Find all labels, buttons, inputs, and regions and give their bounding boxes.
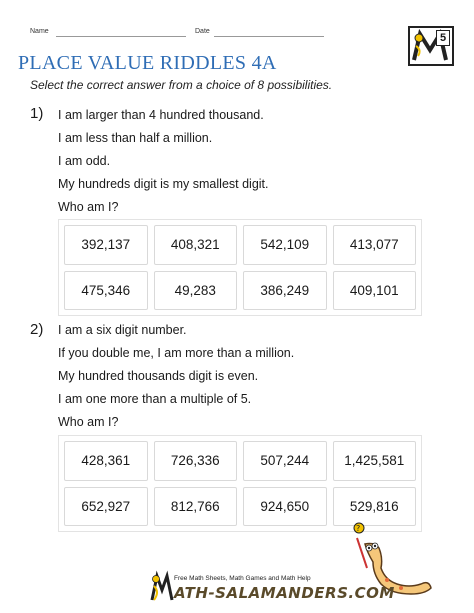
riddle-1-line-2: I am less than half a million.	[58, 131, 213, 145]
math-salamanders-logo	[408, 26, 454, 66]
riddle-1-choice-7[interactable]: 386,249	[243, 271, 327, 311]
riddle-2-choice-4[interactable]: 1,425,581	[333, 441, 417, 481]
riddle-2-line-3: My hundred thousands digit is even.	[58, 369, 259, 383]
riddle-1-line-3: I am odd.	[58, 154, 111, 168]
riddle-2-question: Who am I?	[58, 415, 119, 429]
riddle-1-choice-1[interactable]: 392,137	[64, 225, 148, 265]
riddle-2-choice-8[interactable]: 529,816	[333, 487, 417, 527]
riddle-2-choice-2[interactable]: 726,336	[154, 441, 238, 481]
name-line	[56, 36, 186, 37]
riddle-2-number: 2)	[30, 321, 44, 338]
riddle-1-line-1: I am larger than 4 hundred thousand.	[58, 108, 264, 122]
riddle-2-choice-6[interactable]: 812,766	[154, 487, 238, 527]
svg-text:?: ?	[356, 524, 361, 533]
date-line	[214, 36, 324, 37]
riddle-2-choice-5[interactable]: 652,927	[64, 487, 148, 527]
riddle-1-choices	[58, 219, 422, 316]
riddle-2-choice-3[interactable]: 507,244	[243, 441, 327, 481]
riddle-2-choice-7[interactable]: 924,650	[243, 487, 327, 527]
footer-tagline: Free Math Sheets, Math Games and Math Help	[174, 575, 311, 582]
footer-brand[interactable]: ATH-SALAMANDERS.COM	[174, 584, 395, 602]
riddle-1-question: Who am I?	[58, 200, 119, 214]
riddle-1-choice-4[interactable]: 413,077	[333, 225, 417, 265]
riddle-2-line-1: I am a six digit number.	[58, 323, 187, 337]
grade-badge: 5	[436, 30, 450, 46]
riddle-2-choice-1[interactable]: 428,361	[64, 441, 148, 481]
date-label: Date	[195, 28, 210, 35]
riddle-1-choice-8[interactable]: 409,101	[333, 271, 417, 311]
page-title: PLACE VALUE RIDDLES 4A	[18, 52, 277, 74]
riddle-1-number: 1)	[30, 105, 44, 122]
footer-salamander-logo-icon	[148, 570, 176, 604]
riddle-2-line-2: If you double me, I am more than a million.	[58, 346, 295, 360]
riddle-1-line-4: My hundreds digit is my smallest digit.	[58, 177, 269, 191]
riddle-1-choice-6[interactable]: 49,283	[154, 271, 238, 311]
riddle-1-choice-3[interactable]: 542,109	[243, 225, 327, 265]
name-label: Name	[30, 28, 49, 35]
riddle-1-choice-5[interactable]: 475,346	[64, 271, 148, 311]
instructions: Select the correct answer from a choice of 8 possibilities.	[30, 78, 333, 92]
riddle-2-line-4: I am one more than a multiple of 5.	[58, 392, 252, 406]
riddle-1-choice-2[interactable]: 408,321	[154, 225, 238, 265]
